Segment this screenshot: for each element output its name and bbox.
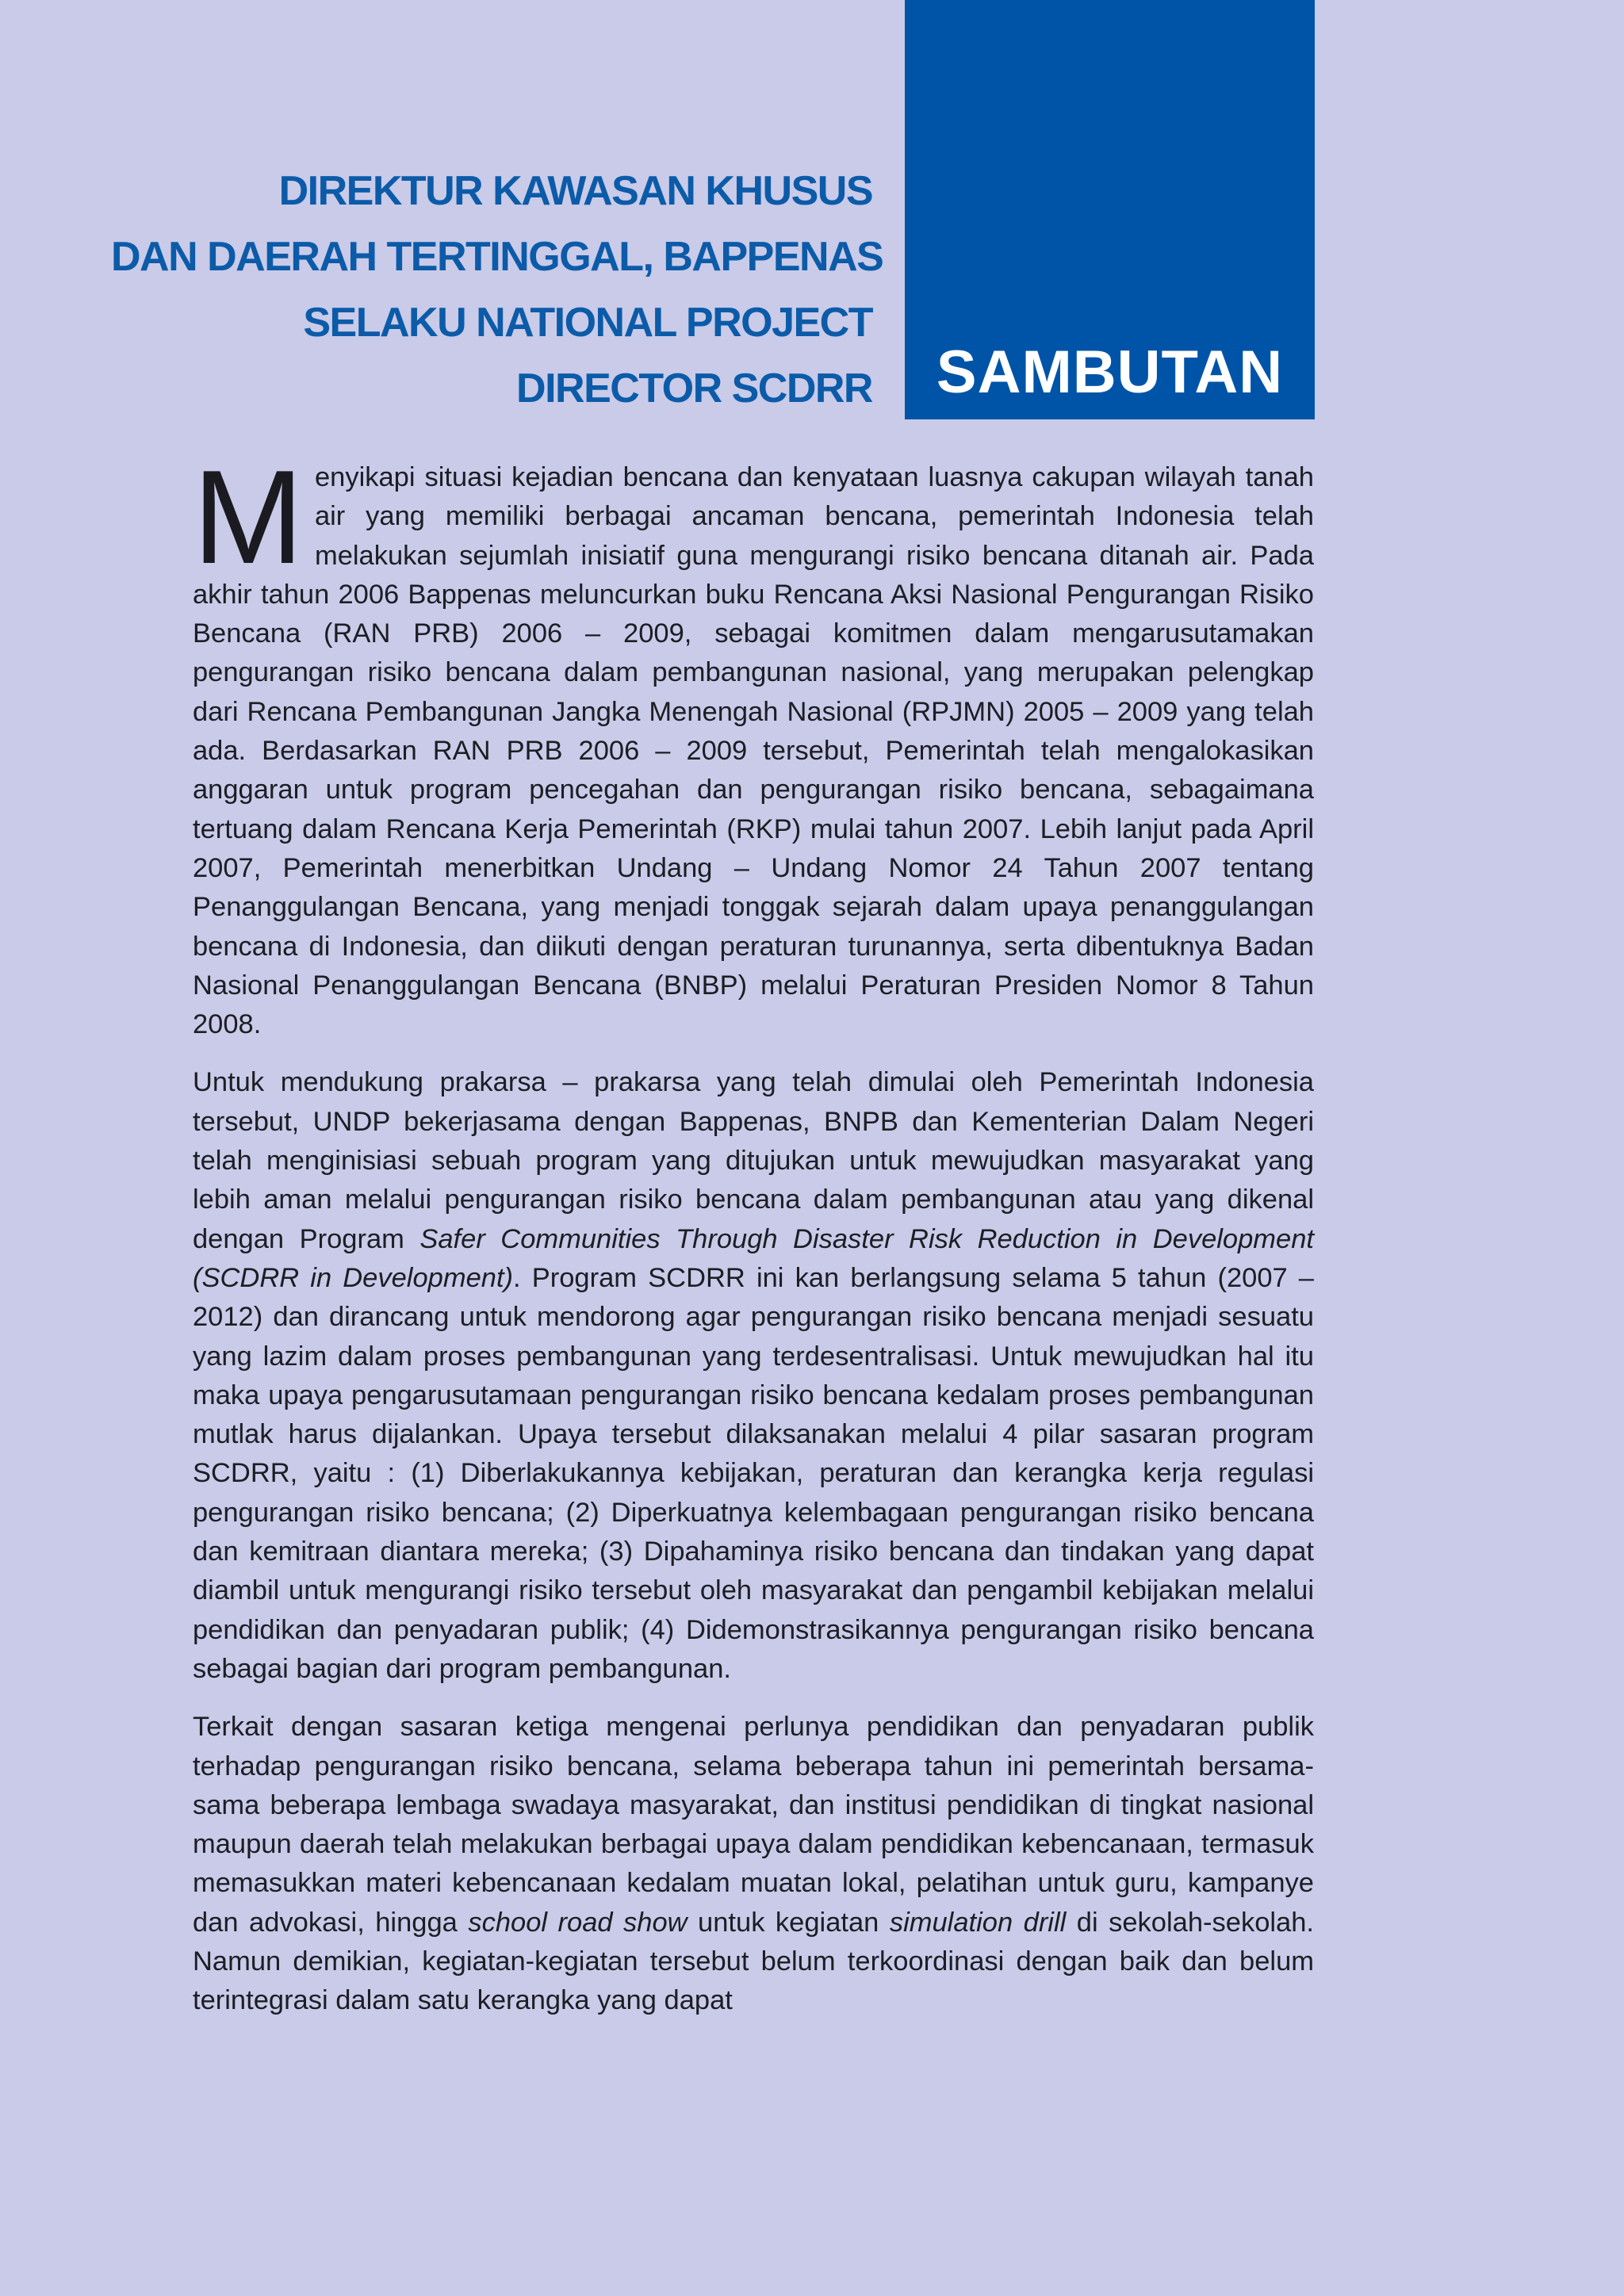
paragraph-2-text-b: . Program SCDRR ini kan berlangsung selama 5 tahun (2007 – 2012) dan dirancang untuk mendorong agar pengurangan risiko bencana menjadi sesuatu yang lazim dalam proses pembangunan yang terdesentralisasi. Untuk mewujudkan hal itu maka upaya pengarusutamaan pengurangan risiko bencana kedalam proses pembangunan mutlak harus dijalankan. Upaya tersebut dilaksanakan melalui 4 pilar sasaran program SCDRR, yaitu : (1) Diberlakukannya kebijakan, peraturan dan kerangka kerja regulasi pengurangan risiko bencana; (2) Diperkuatnya kelembagaan pengurangan risiko bencana dan kemitraan diantara mereka; (3) Dipahaminya risiko bencana dan tindakan yang dapat diambil untuk mengurangi risiko tersebut oleh masyarakat dan pengambil kebijakan melalui pendidikan dan penyadaran publik; (4) Didemonstrasikannya pengurangan risiko bencana sebagai bagian dari program pembangunan. <box>193 1262 1314 1684</box>
drop-cap: M <box>193 442 304 591</box>
simulation-drill-italic: simulation drill <box>889 1907 1067 1938</box>
title-line-4: DIRECTOR SCDRR <box>516 365 872 411</box>
document-title <box>111 159 883 422</box>
section-header-box <box>905 0 1315 419</box>
paragraph-3-text-a: Terkait dengan sasaran ketiga mengenai perlunya pendidikan dan penyadaran publik terhadap pengurangan risiko bencana, selama beberapa tahun ini pemerintah bersama-sama beberapa lembaga swadaya masyarakat, dan institusi pendidikan di tingkat nasional maupun daerah telah melakukan berbagai upaya dalam pendidikan kebencanaan, termasuk memasukkan materi kebencanaan kedalam muatan lokal, pelatihan untuk guru, kampanye dan advokasi, hingga <box>193 1712 1314 1938</box>
program-name-italic: Safer Communities Through Disaster Risk Reduction in Development (SCDRR in Development) <box>193 1223 1314 1293</box>
title-line-3: SELAKU NATIONAL PROJECT <box>303 300 872 346</box>
paragraph-3-text-c: di sekolah-sekolah. Namun demikian, kegiatan-kegiatan tersebut belum terkoordinasi dengan baik dan belum terintegrasi dalam satu kerangka yang dapat <box>193 1907 1315 2016</box>
school-road-show-italic: school road show <box>468 1907 688 1938</box>
paragraph-2-text-a: Untuk mendukung prakarsa – prakarsa yang telah dimulai oleh Pemerintah Indonesia tersebut, UNDP bekerjasama dengan Bappenas, BNPB dan Kementerian Dalam Negeri telah menginisiasi sebuah program yang ditujukan untuk mewujudkan masyarakat yang lebih aman melalui pengurangan risiko bencana dalam pembangunan atau yang dikenal dengan Program <box>193 1067 1314 1254</box>
section-label: SAMBUTAN <box>936 338 1284 406</box>
paragraph-3 <box>193 1708 1314 2020</box>
paragraph-1 <box>193 442 1314 1044</box>
title-line-2: DAN DAERAH TERTINGGAL, BAPPENAS <box>111 234 883 280</box>
article-body <box>193 442 1315 2040</box>
paragraph-1-text: enyikapi situasi kejadian bencana dan kenyataan luasnya cakupan wilayah tanah air yang memiliki berbagai ancaman bencana, pemerintah Indonesia telah melakukan sejumlah inisiatif guna mengurangi risiko bencana ditanah air. Pada akhir tahun 2006 Bappenas meluncurkan buku Rencana Aksi Nasional Pengurangan Risiko Bencana (RAN PRB) 2006 – 2009, sebagai komitmen dalam mengarusutamakan pengurangan risiko bencana dalam pembangunan nasional, yang merupakan pelengkap dari Rencana Pembangunan Jangka Menengah Nasional (RPJMN) 2005 – 2009 yang telah ada. Berdasarkan RAN PRB 2006 – 2009 tersebut, Pemerintah telah mengalokasikan anggaran untuk program pencegahan dan pengurangan risiko bencana, sebagaimana tertuang dalam Rencana Kerja Pemerintah (RKP) mulai tahun 2007. Lebih lanjut pada April 2007, Pemerintah menerbitkan Undang – Undang Nomor 24 Tahun 2007 tentang Penanggulangan Bencana, yang menjadi tonggak sejarah dalam upaya penanggulangan bencana di Indonesia, dan diikuti dengan peraturan turunannya, serta dibentuknya Badan Nasional Penanggulangan Bencana (BNBP) melalui Peraturan Presiden Nomor 8 Tahun 2008. <box>193 462 1314 1040</box>
paragraph-2 <box>193 1063 1314 1689</box>
title-line-1: DIREKTUR KAWASAN KHUSUS <box>278 168 872 214</box>
paragraph-3-text-b: untuk kegiatan <box>687 1907 890 1938</box>
